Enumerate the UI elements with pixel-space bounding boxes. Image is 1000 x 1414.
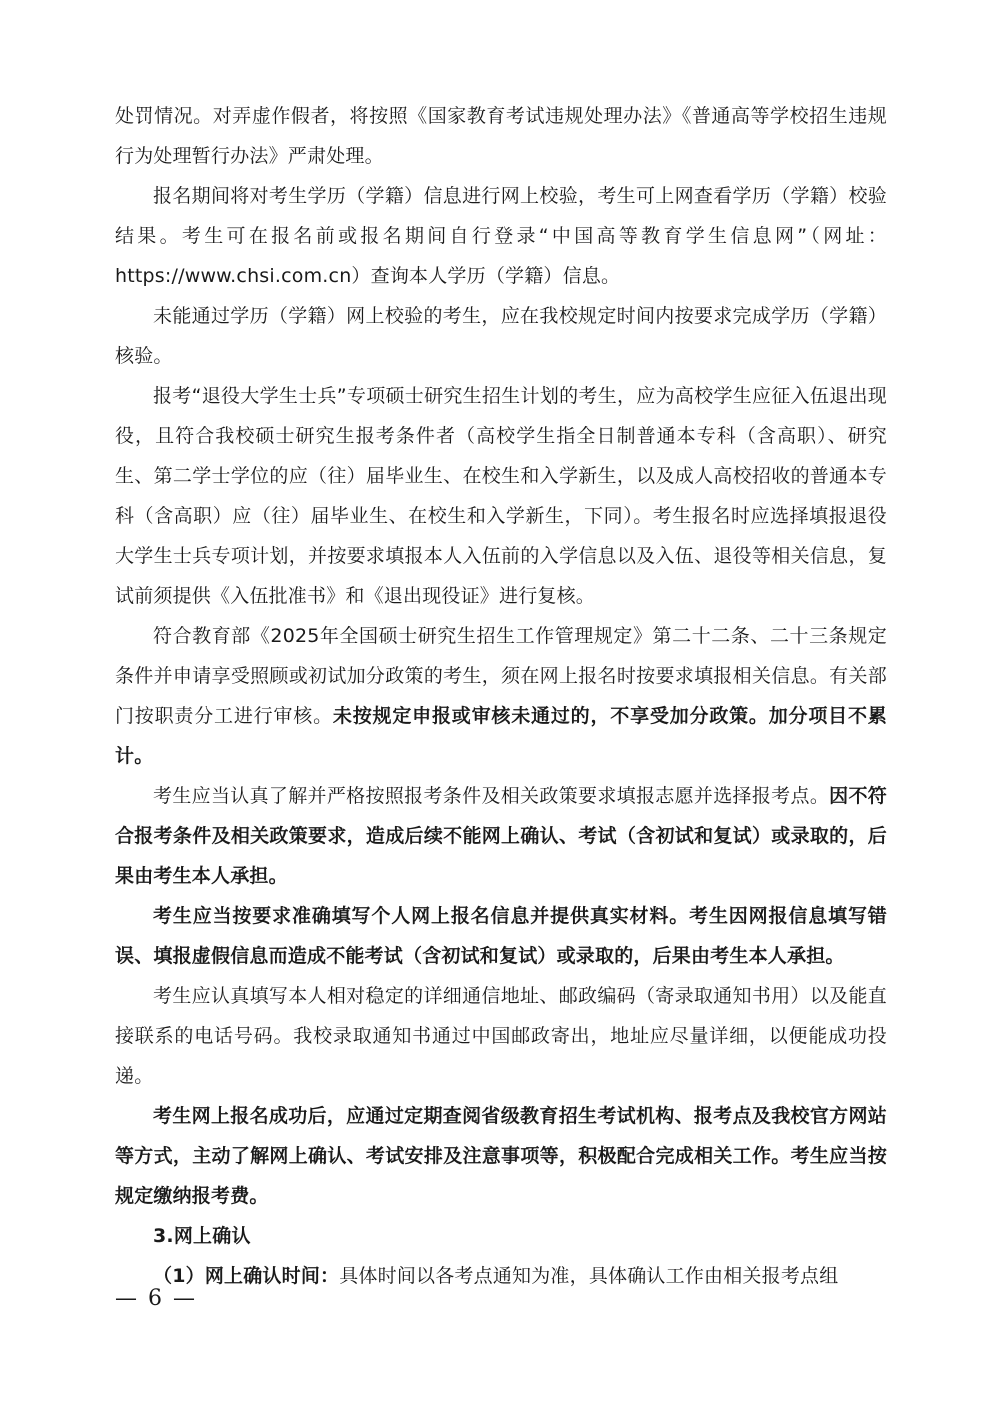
paragraph-accurate-info: 考生应当按要求准确填写个人网上报名信息并提供真实材料。考生因网报信息填写错误、填报虚假信息而造成不能考试（含初试和复试）或录取的，后果由考生本人承担。 [115,905,887,967]
paragraph-penalty: 处罚情况。对弄虚作假者，将按照《国家教育考试违规处理办法》《普通高等学校招生违规行为处理暂行办法》严肃处理。 [115,105,887,167]
paragraph-address: 考生应认真填写本人相对稳定的详细通信地址、邮政编码（寄录取通知书用）以及能直接联系的电话号码。我校录取通知书通过中国邮政寄出，地址应尽量详细，以便能成功投递。 [115,985,887,1087]
paragraph-veteran-plan: 报考“退役大学生士兵”专项硕士研究生招生计划的考生，应为高校学生应征入伍退出现役，且符合我校硕士研究生报考条件者（高校学生指全日制普通本专科（含高职）、研究生、第二学士学位的应（往）届毕业生、在校生和入学新生，以及成人高校招收的普通本专科（含高职）应（往）届毕业生、在校生和入学新生，下同）。考生报名时应选择填报退役大学生士兵专项计划，并按要求填报本人入伍前的入学信息以及入伍、退役等相关信息，复试前须提供《入伍批准书》和《退出现役证》进行复核。 [115,385,887,607]
paragraph-confirmation-time: （1）网上确认时间：具体时间以各考点通知为准，具体确认工作由相关报考点组 [153,1265,839,1287]
paragraph-bonus-policy: 符合教育部《2025年全国硕士研究生招生工作管理规定》第二十二条、二十三条规定条件并申请享受照顾或初试加分政策的考生，须在网上报名时按要求填报相关信息。有关部门按职责分工进行审核。未按规定申报或审核未通过的，不享受加分政策。加分项目不累计。 [115,625,887,767]
section-heading-online-confirmation: 3.网上确认 [153,1225,251,1247]
paragraph-eligibility: 考生应当认真了解并严格按照报考条件及相关政策要求填报志愿并选择报考点。因不符合报考条件及相关政策要求，造成后续不能网上确认、考试（含初试和复试）或录取的，后果由考生本人承担。 [115,785,887,887]
eligibility-emphasis: 因不符合报考条件及相关政策要求，造成后续不能网上确认、考试（含初试和复试）或录取的，后果由考生本人承担。 [115,785,887,887]
bonus-policy-emphasis: 未按规定申报或审核未通过的，不享受加分政策。加分项目不累计。 [115,705,887,767]
document-body [115,96,887,1296]
paragraph-verification: 报名期间将对考生学历（学籍）信息进行网上校验，考生可上网查看学历（学籍）校验结果。考生可在报名前或报名期间自行登录“中国高等教育学生信息网”（网址：https://www.chsi.com.cn）查询本人学历（学籍）信息。 [115,185,887,287]
paragraph-after-registration: 考生网上报名成功后，应通过定期查阅省级教育招生考试机构、报考点及我校官方网站等方式，主动了解网上确认、考试安排及注意事项等，积极配合完成相关工作。考生应当按规定缴纳报考费。 [115,1105,887,1207]
confirmation-time-label: （1）网上确认时间： [153,1265,340,1287]
paragraph-failed-verification: 未能通过学历（学籍）网上校验的考生，应在我校规定时间内按要求完成学历（学籍）核验。 [115,305,887,367]
page-number: — 6 — [115,1286,197,1311]
